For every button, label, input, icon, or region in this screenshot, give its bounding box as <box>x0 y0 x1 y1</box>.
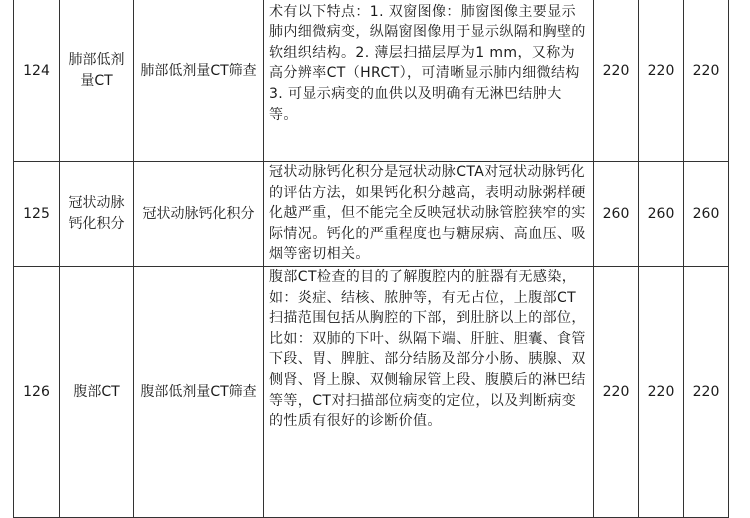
item-content: 腹部低剂量CT筛查 <box>134 267 264 518</box>
item-description: 冠状动脉钙化积分是冠状动脉CTA对冠状动脉钙化的评估方法，如果钙化积分越高，表明动脉粥样硬化越严重，但不能完全反映冠状动脉管腔狭窄的实际情况。钙化的严重程度也与糖尿病、高血压、吸烟等密切相关。 <box>264 162 594 267</box>
price-1: 260 <box>594 162 639 267</box>
price-2: 260 <box>639 162 684 267</box>
row-number: 124 <box>14 0 60 162</box>
table-row <box>14 162 729 267</box>
table-row <box>14 267 729 518</box>
item-name: 肺部低剂量CT <box>60 0 134 162</box>
table-row <box>14 0 729 162</box>
item-description: 腹部CT检查的目的了解腹腔内的脏器有无感染，如：炎症、结核、脓肿等，有无占位，上腹部CT扫描范围包括从胸腔的下部，到肚脐以上的部位，比如：双肺的下叶、纵隔下端、肝脏、胆囊、食管下段、胃、脾脏、部分结肠及部分小肠、胰腺、双侧肾、肾上腺、双侧输尿管上段、腹膜后的淋巴结等等，CT对扫描部位病变的定位，以及判断病变的性质有很好的诊断价值。 <box>264 267 594 518</box>
price-2: 220 <box>639 267 684 518</box>
exam-items-table <box>13 0 729 518</box>
item-content: 冠状动脉钙化积分 <box>134 162 264 267</box>
price-1: 220 <box>594 0 639 162</box>
price-2: 220 <box>639 0 684 162</box>
item-content: 肺部低剂量CT筛查 <box>134 0 264 162</box>
price-1: 220 <box>594 267 639 518</box>
item-description: 术有以下特点：1. 双窗图像：肺窗图像主要显示肺内细微病变，纵隔窗图像用于显示纵隔和胸壁的软组织结构。2. 薄层扫描层厚为1 mm，又称为高分辨率CT（HRCT），可清晰显示肺内细微结构3. 可显示病变的血供以及明确有无淋巴结肿大等。 <box>264 0 594 162</box>
price-3: 220 <box>684 0 729 162</box>
row-number: 125 <box>14 162 60 267</box>
item-name: 腹部CT <box>60 267 134 518</box>
row-number: 126 <box>14 267 60 518</box>
price-3: 220 <box>684 267 729 518</box>
item-name: 冠状动脉钙化积分 <box>60 162 134 267</box>
price-3: 260 <box>684 162 729 267</box>
